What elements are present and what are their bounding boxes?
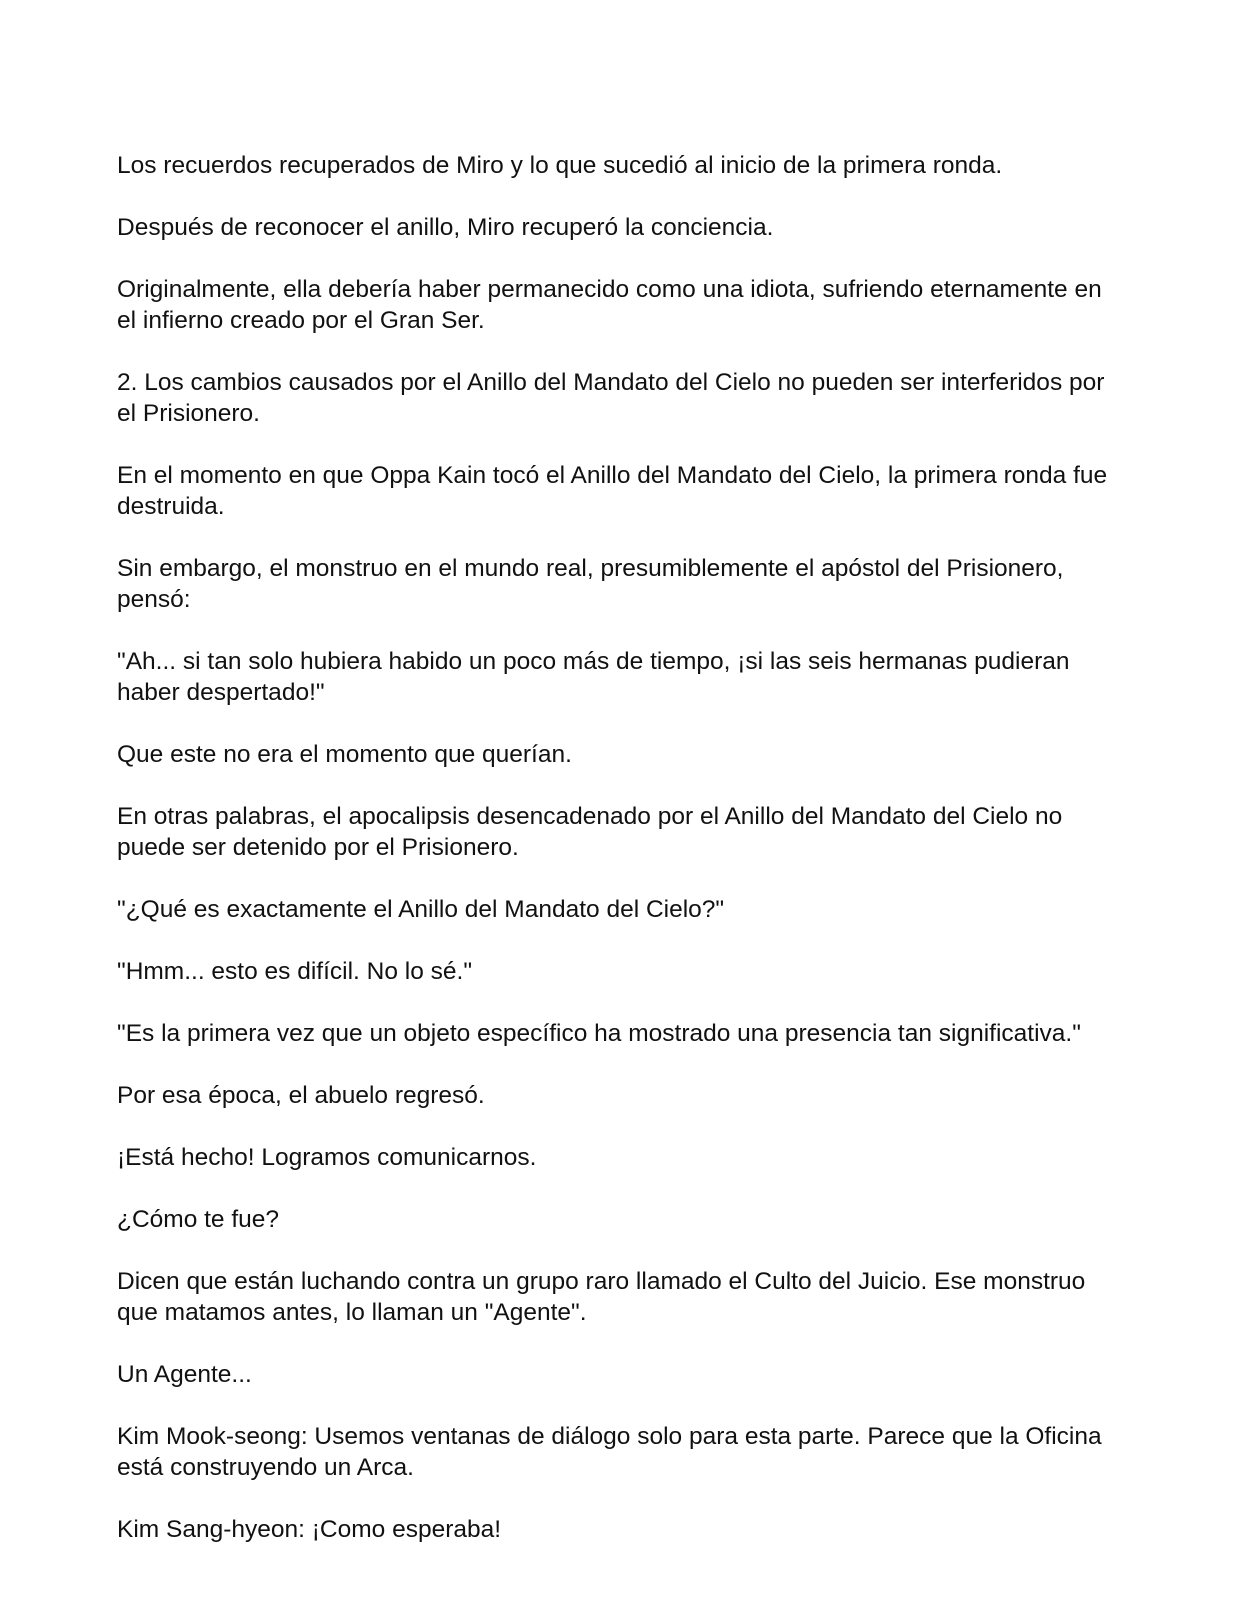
paragraph: Kim Sang-hyeon: ¡Como esperaba! (117, 1516, 502, 1543)
paragraph: Sin embargo, el monstruo en el mundo real, presumiblemente el apóstol del Prisionero, pensó: (117, 555, 1064, 613)
paragraph: "Hmm... esto es difícil. No lo sé." (117, 958, 473, 985)
document-body (117, 150, 1127, 1576)
paragraph: "¿Qué es exactamente el Anillo del Mandato del Cielo?" (117, 896, 725, 923)
paragraph: Kim Mook-seong: Usemos ventanas de diálogo solo para esta parte. Parece que la Oficina está construyendo un Arca. (117, 1423, 1102, 1481)
paragraph: ¿Cómo te fue? (117, 1206, 280, 1233)
paragraph: Originalmente, ella debería haber permanecido como una idiota, sufriendo eternamente en el infierno creado por el Gran Ser. (117, 276, 1102, 334)
paragraph: ¡Está hecho! Logramos comunicarnos. (117, 1144, 537, 1171)
paragraph: En el momento en que Oppa Kain tocó el Anillo del Mandato del Cielo, la primera ronda fue destruida. (117, 462, 1108, 520)
paragraph: "Ah... si tan solo hubiera habido un poco más de tiempo, ¡si las seis hermanas pudieran haber despertado!" (117, 648, 1070, 706)
paragraph: Después de reconocer el anillo, Miro recuperó la conciencia. (117, 214, 774, 241)
paragraph: En otras palabras, el apocalipsis desencadenado por el Anillo del Mandato del Cielo no puede ser detenido por el Prisionero. (117, 803, 1063, 861)
paragraph: Que este no era el momento que querían. (117, 741, 572, 768)
paragraph: 2. Los cambios causados por el Anillo del Mandato del Cielo no pueden ser interferidos por el Prisionero. (117, 369, 1105, 427)
paragraph: "Es la primera vez que un objeto específico ha mostrado una presencia tan significativa." (117, 1020, 1081, 1047)
paragraph: Un Agente... (117, 1361, 252, 1388)
paragraph: Los recuerdos recuperados de Miro y lo que sucedió al inicio de la primera ronda. (117, 152, 1003, 179)
paragraph: Por esa época, el abuelo regresó. (117, 1082, 485, 1109)
paragraph: Dicen que están luchando contra un grupo raro llamado el Culto del Juicio. Ese monstruo que matamos antes, lo llaman un "Agente". (117, 1268, 1086, 1326)
